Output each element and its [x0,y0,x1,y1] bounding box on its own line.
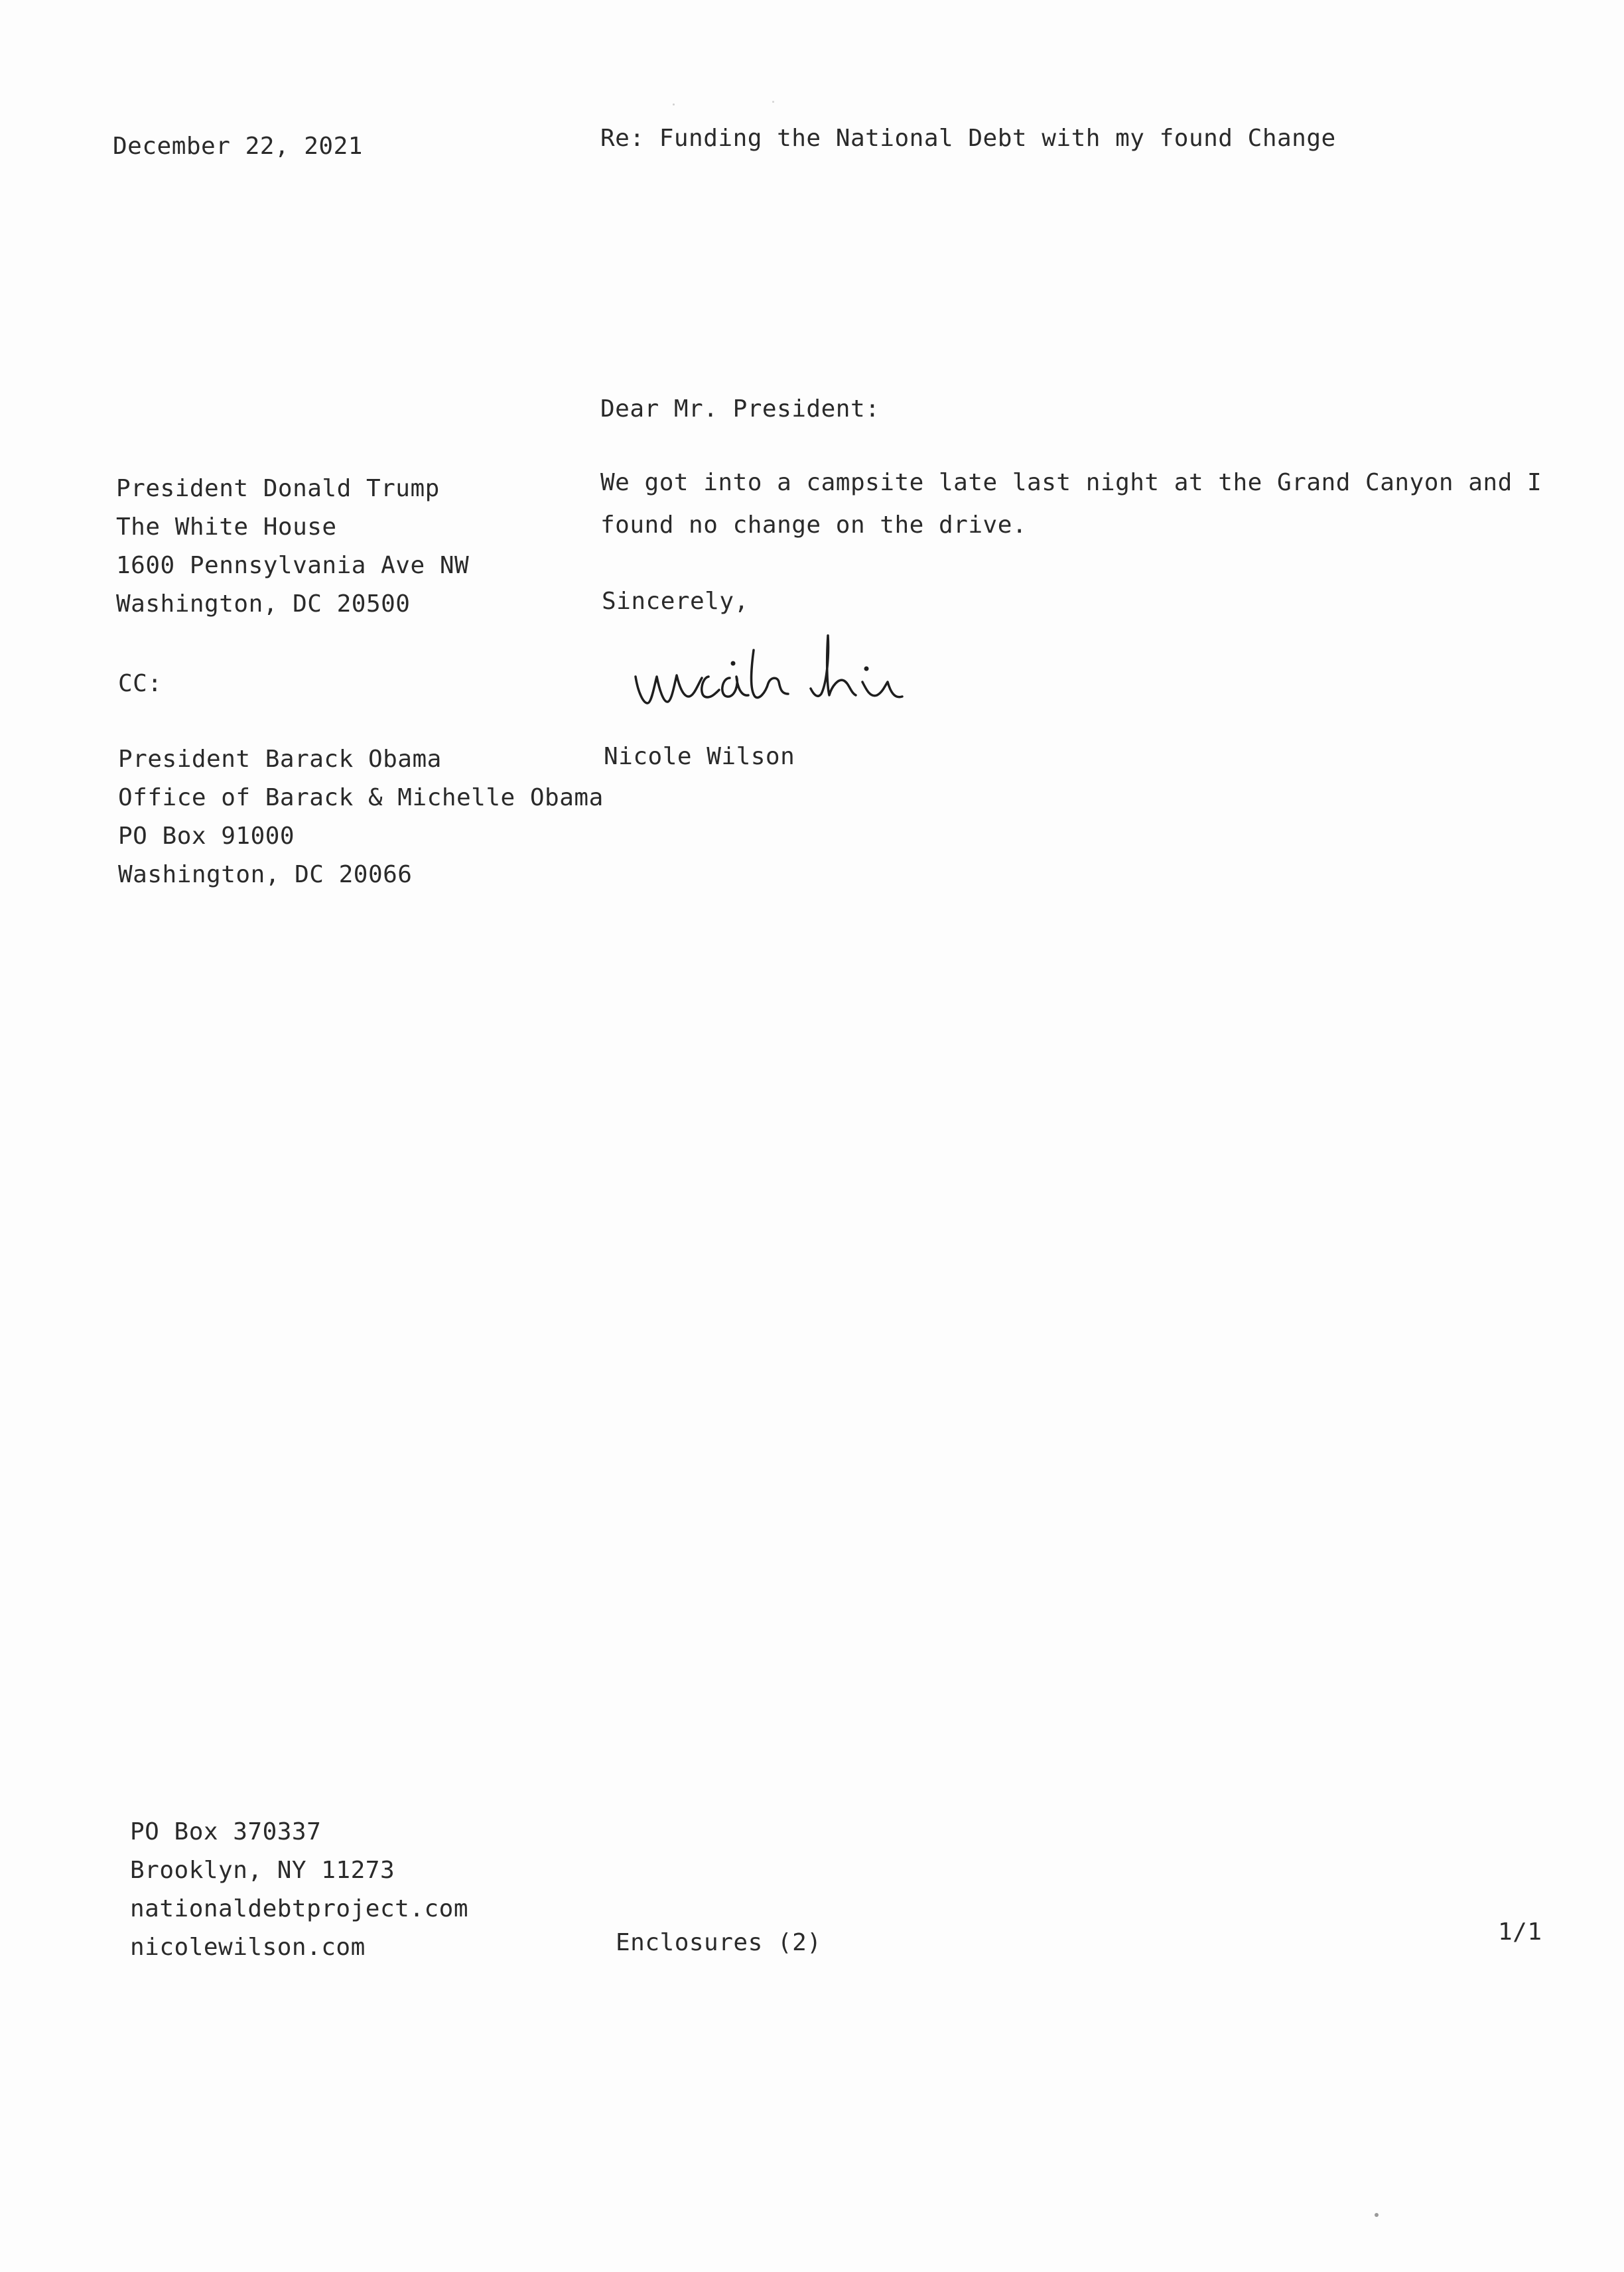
address-line: President Donald Trump [116,475,440,502]
page-number: 1/1 [1498,1918,1542,1946]
body-line: We got into a campsite late last night at the Grand Canyon and I [600,469,1542,496]
paper-speck [772,101,774,103]
paper-speck [673,103,675,105]
address-line: Washington, DC 20500 [116,590,411,618]
salutation: Dear Mr. President: [600,395,880,423]
body-line: found no change on the drive. [600,511,1028,539]
address-line: President Barack Obama [118,746,442,773]
closing: Sincerely, [602,588,749,615]
letter-subject: Re: Funding the National Debt with my found Change [600,125,1336,152]
cc-label: CC: [118,670,163,697]
address-line: Office of Barack & Michelle Obama [118,784,604,811]
address-line: The White House [116,513,337,541]
letter-date: December 22, 2021 [113,133,363,160]
address-line: Washington, DC 20066 [118,861,413,888]
recipient-address [116,470,469,624]
handwritten-signature [630,630,988,716]
enclosures-note: Enclosures (2) [616,1929,822,1956]
paper-speck [1375,2213,1379,2217]
signer-name: Nicole Wilson [604,743,795,770]
address-line: 1600 Pennsylvania Ave NW [116,552,470,579]
letter-body [600,462,1542,547]
address-line: Brooklyn, NY 11273 [130,1857,395,1884]
sender-address [130,1813,468,1967]
website-link: nationaldebtproject.com [130,1895,468,1922]
address-line: PO Box 370337 [130,1818,322,1845]
cc-address [118,740,604,894]
website-link: nicolewilson.com [130,1934,366,1961]
address-line: PO Box 91000 [118,823,295,850]
